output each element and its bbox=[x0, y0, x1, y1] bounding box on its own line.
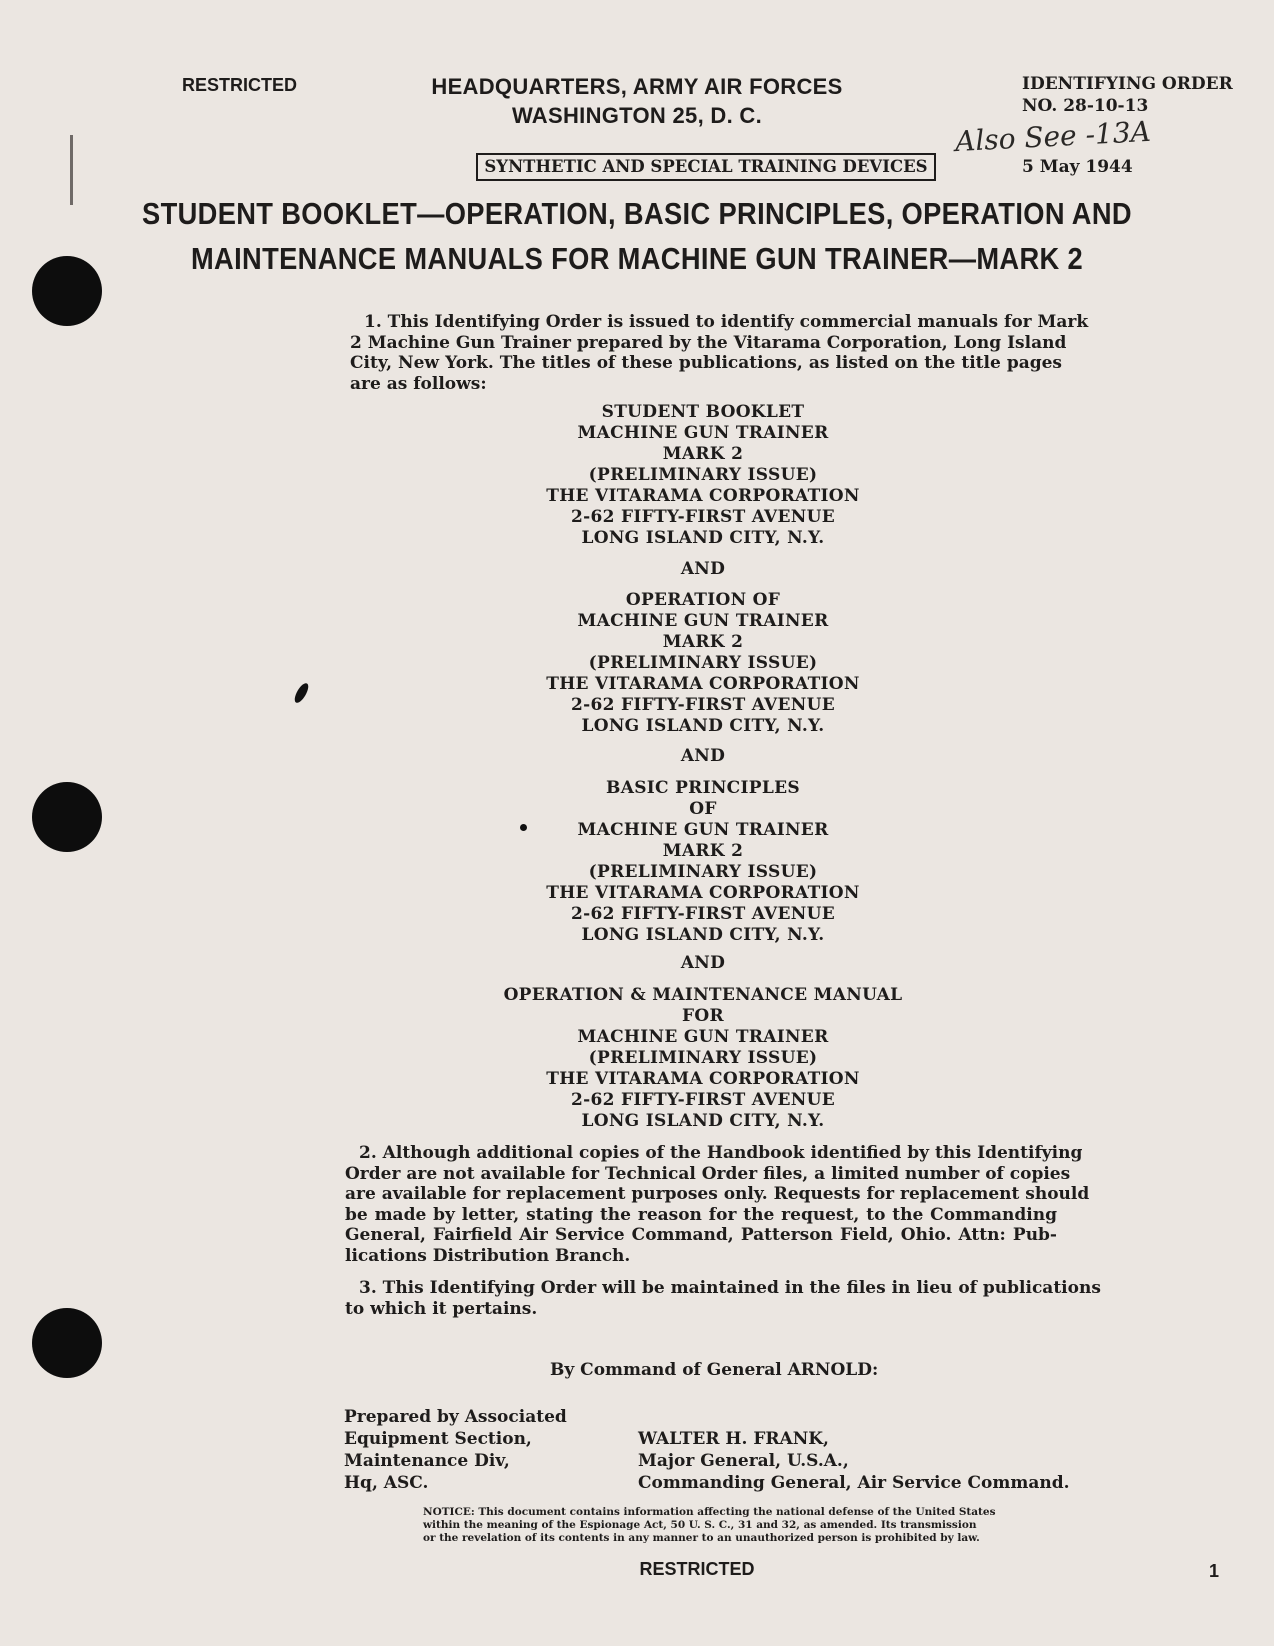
publication-line: MACHINE GUN TRAINER bbox=[577, 611, 829, 631]
paragraph-1-line: are as follows: bbox=[350, 373, 487, 394]
title-line1: STUDENT BOOKLET—OPERATION, BASIC PRINCIPLES, OPERATION AND bbox=[142, 196, 1132, 231]
paragraph-2-line: 2. Although additional copies of the Handbook identified by this Identifying bbox=[359, 1143, 1083, 1163]
espionage-notice bbox=[423, 1506, 996, 1545]
publication-line: 2-62 FIFTY-FIRST AVENUE bbox=[571, 695, 835, 715]
publication-line: MARK 2 bbox=[662, 841, 744, 861]
publication-line: LONG ISLAND CITY, N.Y. bbox=[581, 1111, 825, 1131]
and-separator: AND bbox=[680, 953, 726, 973]
paragraph-3-line: 3. This Identifying Order will be maintained in the files in lieu of publications bbox=[359, 1278, 1101, 1298]
publication-line: MACHINE GUN TRAINER bbox=[577, 820, 829, 840]
category-box: SYNTHETIC AND SPECIAL TRAINING DEVICES bbox=[476, 153, 936, 181]
publication-line: THE VITARAMA CORPORATION bbox=[546, 674, 860, 694]
publication-line: LONG ISLAND CITY, N.Y. bbox=[581, 925, 825, 945]
publication-line: 2-62 FIFTY-FIRST AVENUE bbox=[571, 507, 835, 527]
publication-line: THE VITARAMA CORPORATION bbox=[546, 1069, 860, 1089]
signatory-block bbox=[638, 1428, 1070, 1494]
publication-line: THE VITARAMA CORPORATION bbox=[546, 486, 860, 506]
paragraph-2-line: lications Distribution Branch. bbox=[345, 1245, 631, 1266]
publication-line: OPERATION & MAINTENANCE MANUAL bbox=[503, 985, 903, 1005]
paragraph-2-line: be made by letter, stating the reason for the request, to the Commanding bbox=[345, 1204, 1057, 1225]
and-separator: AND bbox=[680, 559, 726, 579]
publication-line: 2-62 FIFTY-FIRST AVENUE bbox=[571, 1090, 835, 1110]
publication-student-booklet bbox=[500, 402, 906, 549]
prepared-by-line: Hq, ASC. bbox=[344, 1473, 429, 1493]
title-line2: MAINTENANCE MANUALS FOR MACHINE GUN TRAINER—MARK 2 bbox=[190, 241, 1084, 276]
notice-line: within the meaning of the Espionage Act, 50 U. S. C., 31 and 32, as amended. Its transmission bbox=[423, 1519, 977, 1531]
publication-line: THE VITARAMA CORPORATION bbox=[546, 883, 860, 903]
paragraph-3-line: to which it pertains. bbox=[345, 1298, 538, 1319]
publication-line: OF bbox=[689, 799, 717, 819]
publication-line: MACHINE GUN TRAINER bbox=[577, 423, 829, 443]
paragraph-2-line: General, Fairfield Air Service Command, Patterson Field, Ohio. Attn: Pub- bbox=[345, 1225, 1057, 1245]
notice-line: NOTICE: This document contains information affecting the national defense of the United States bbox=[423, 1506, 996, 1518]
paragraph-3 bbox=[345, 1278, 1101, 1319]
prepared-by-line: Equipment Section, bbox=[344, 1429, 532, 1449]
paragraph-1-line: 2 Machine Gun Trainer prepared by the Vitarama Corporation, Long Island bbox=[350, 332, 1067, 353]
header-order-number: NO. 28-10-13 bbox=[1022, 96, 1149, 116]
publication-line: MARK 2 bbox=[662, 632, 744, 652]
page-number: 1 bbox=[1209, 1561, 1220, 1581]
footer-restricted: RESTRICTED bbox=[639, 1559, 755, 1579]
header-hq-line2: WASHINGTON 25, D. C. bbox=[511, 103, 763, 128]
prepared-by-line: Maintenance Div, bbox=[344, 1451, 510, 1471]
publication-line: MARK 2 bbox=[662, 444, 744, 464]
publication-operation bbox=[500, 590, 906, 737]
publication-operation-maintenance bbox=[480, 985, 926, 1132]
ink-blot bbox=[292, 681, 311, 705]
signatory-line: WALTER H. FRANK, bbox=[638, 1429, 829, 1449]
paragraph-1-line: City, New York. The titles of these publications, as listed on the title pages bbox=[350, 353, 1062, 373]
paragraph-2-line: Order are not available for Technical Order files, a limited number of copies bbox=[345, 1163, 1071, 1184]
prepared-by-line: Prepared by Associated bbox=[344, 1407, 567, 1427]
signatory-line: Major General, U.S.A., bbox=[638, 1451, 849, 1471]
and-separator: AND bbox=[680, 746, 726, 766]
paragraph-2-line: are available for replacement purposes only. Requests for replacement should bbox=[345, 1184, 1090, 1204]
binder-hole-middle bbox=[32, 782, 102, 852]
paragraph-2 bbox=[345, 1143, 1090, 1266]
paragraph-1-line: 1. This Identifying Order is issued to identify commercial manuals for Mark bbox=[364, 312, 1089, 332]
publication-line: (PRELIMINARY ISSUE) bbox=[588, 465, 818, 485]
publication-line: 2-62 FIFTY-FIRST AVENUE bbox=[571, 904, 835, 924]
publication-line: LONG ISLAND CITY, N.Y. bbox=[581, 716, 825, 736]
publication-line: (PRELIMINARY ISSUE) bbox=[588, 653, 818, 673]
publication-line: OPERATION OF bbox=[625, 590, 781, 610]
publication-line: FOR bbox=[682, 1006, 724, 1026]
handwritten-note: Also See -13A bbox=[954, 114, 1152, 159]
header-identifying-order: IDENTIFYING ORDER bbox=[1022, 74, 1233, 94]
publication-line: BASIC PRINCIPLES bbox=[606, 778, 800, 798]
header-restricted: RESTRICTED bbox=[182, 75, 298, 95]
publication-line: LONG ISLAND CITY, N.Y. bbox=[581, 528, 825, 548]
by-command-line: By Command of General ARNOLD: bbox=[550, 1360, 879, 1380]
prepared-by-block bbox=[344, 1406, 567, 1494]
order-date: 5 May 1944 bbox=[1022, 157, 1133, 177]
publication-line: STUDENT BOOKLET bbox=[601, 402, 805, 422]
paragraph-1 bbox=[350, 312, 1089, 394]
signatory-line: Commanding General, Air Service Command. bbox=[638, 1473, 1070, 1493]
publication-line: (PRELIMINARY ISSUE) bbox=[588, 862, 818, 882]
binder-hole-bottom bbox=[32, 1308, 102, 1378]
header-hq-line1: HEADQUARTERS, ARMY AIR FORCES bbox=[431, 74, 843, 99]
publication-basic-principles bbox=[500, 778, 906, 946]
publication-line: MACHINE GUN TRAINER bbox=[577, 1027, 829, 1047]
notice-line: or the revelation of its contents in any manner to an unauthorized person is prohibited by law. bbox=[423, 1532, 980, 1544]
margin-mark bbox=[70, 135, 77, 205]
publication-line: (PRELIMINARY ISSUE) bbox=[588, 1048, 818, 1068]
